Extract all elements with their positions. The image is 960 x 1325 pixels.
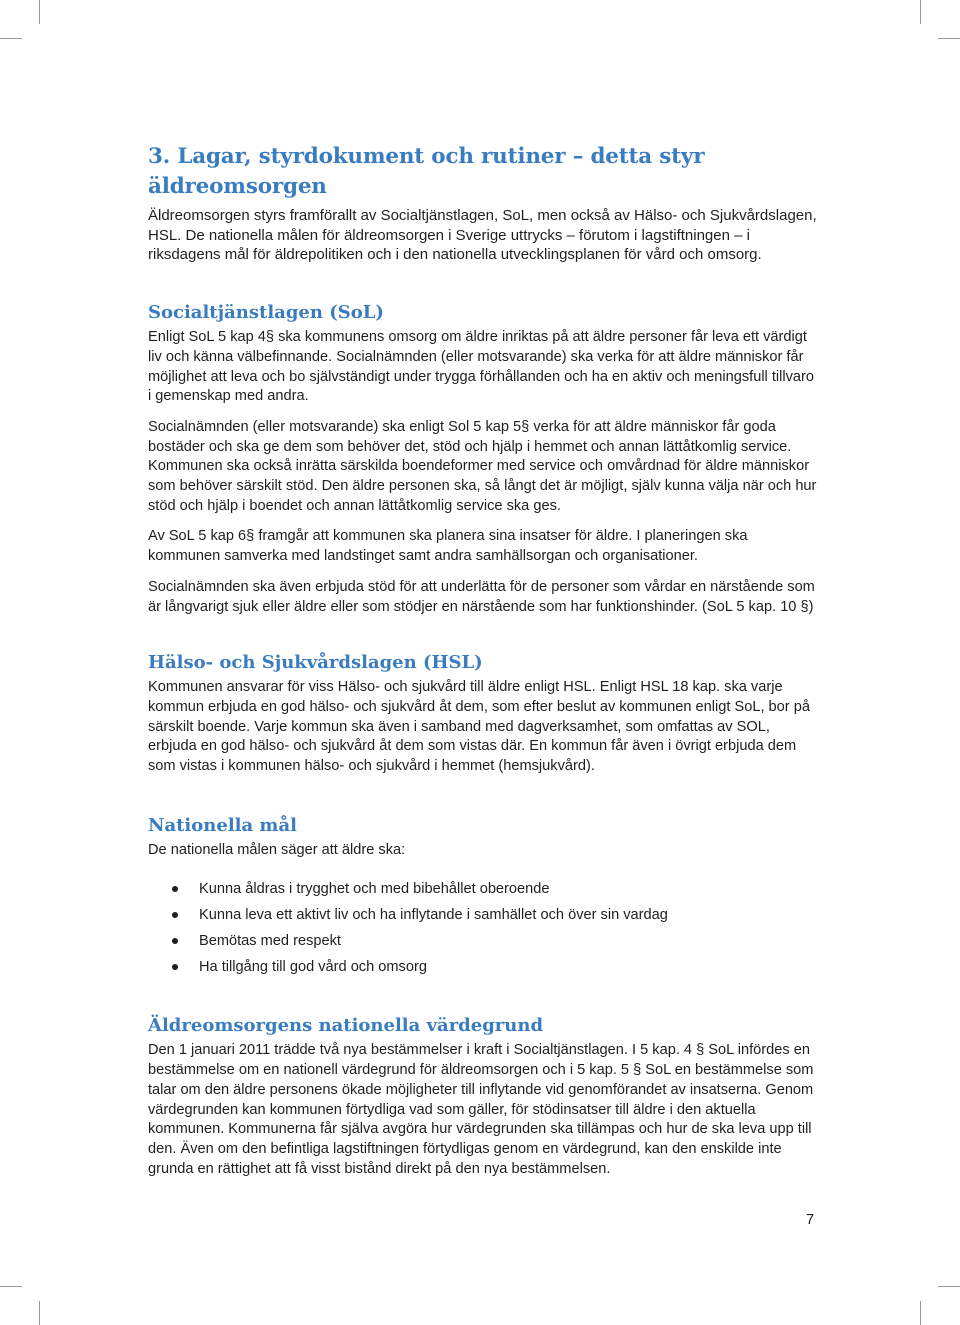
page-content [148, 142, 818, 1179]
goals-intro: De nationella målen säger att äldre ska: [148, 841, 406, 858]
section-heading-values: Äldreomsorgens nationella värdegrund [148, 1015, 544, 1037]
sol-paragraph-3: Av SoL 5 kap 6§ framgår att kommunen ska planera sina insatser för äldre. I planeringen ska kommunen samverka med landstinget samt andra samhällsorgan och organisationer. [148, 528, 748, 565]
crop-mark-top-left-h [0, 38, 22, 39]
intro-paragraph: Äldreomsorgen styrs framförallt av Socialtjänstlagen, SoL, men också av Hälso- och Sjukvårdslagen, HSL. De nationella målen för äldreomsorgen i Sverige uttrycks – förutom i lagstiftningen – i riksdagens mål för äldrepolitiken och i den nationella utvecklingsplanen för vård och omsorg. [148, 207, 817, 264]
section-heading-goals: Nationella mål [148, 814, 297, 836]
section-heading-hsl: Hälso- och Sjukvårdslagen (HSL) [148, 652, 483, 674]
section-national-goals [148, 814, 818, 981]
crop-mark-top-left [39, 0, 40, 24]
section-sol [148, 301, 818, 617]
list-item: Bemötas med respekt [148, 928, 818, 954]
sol-paragraph-1: Enligt SoL 5 kap 4§ ska kommunens omsorg om äldre inriktas på att äldre personer får leva ett värdigt liv och känna välbefinnande. Socialnämnden (eller motsvarande) ska verka för att äldre människor får möjlighet att leva och bo självständigt under trygga förhållanden och ha en aktiv och meningsfull tillvaro i gemenskap med andra. [148, 329, 815, 405]
crop-mark-bottom-right [920, 1301, 921, 1325]
crop-mark-top-right-h [938, 38, 960, 39]
list-item: Kunna åldras i trygghet och med bibehållet oberoende [148, 876, 818, 902]
page-number: 7 [806, 1212, 815, 1228]
section-heading-sol: Socialtjänstlagen (SoL) [148, 302, 384, 324]
crop-mark-bottom-left-h [0, 1286, 22, 1287]
list-item: Kunna leva ett aktivt liv och ha inflytande i samhället och över sin vardag [148, 902, 818, 928]
page-title: 3. Lagar, styrdokument och rutiner – detta styr äldreomsorgen [148, 144, 705, 199]
section-values [148, 1014, 818, 1179]
goals-list [148, 876, 818, 980]
crop-mark-top-right [920, 0, 921, 24]
section-hsl [148, 651, 818, 777]
crop-mark-bottom-left [39, 1301, 40, 1325]
list-item: Ha tillgång till god vård och omsorg [148, 954, 818, 980]
values-paragraph: Den 1 januari 2011 trädde två nya bestämmelser i kraft i Socialtjänstlagen. I 5 kap. 4 § SoL infördes en bestämmelse om en nationell värdegrund för äldreomsorgen och i 5 kap. 5 § SoL en bestämmelse som talar om den äldre personens ökade möjligheter till inflytande vid genomförandet av insatserna. Genom värdegrunden kan kommunen förtydliga vad som gäller, för stödinsatser till äldre i den aktuella kommunen. Kommunerna får själva avgöra hur värdegrunden ska tillämpas och hur de ska leva upp till den. Även om den befintliga lagstiftningen förtydligas genom en värdegrund, kan den enskilde inte grunda en rättighet att få visst bistånd direkt på den nya bestämmelsen. [148, 1042, 814, 1177]
sol-paragraph-2: Socialnämnden (eller motsvarande) ska enligt Sol 5 kap 5§ verka för att äldre människor får goda bostäder och ska ge dem som behöver det, stöd och hjälp i hemmet och annan lättåtkomlig service. Kommunen ska också inrätta särskilda boendeformer med service och omvårdnad för äldre människor som behöver särskilt stöd. Den äldre personen ska, så långt det är möjligt, själv kunna välja när och hur stöd och hjälp i boendet och annan lättåtkomlig service ska ges. [148, 418, 817, 514]
crop-mark-bottom-right-h [938, 1286, 960, 1287]
sol-paragraph-4: Socialnämnden ska även erbjuda stöd för att underlätta för de personer som vårdar en närstående som är långvarigt sjuk eller äldre eller som stödjer en närstående som har funktionshinder. (SoL 5 kap. 10 §) [148, 578, 815, 615]
hsl-paragraph: Kommunen ansvarar för viss Hälso- och sjukvård till äldre enligt HSL. Enligt HSL 18 kap. ska varje kommun erbjuda en god hälso- och sjukvård åt dem, som efter beslut av kommunen enligt SoL, bor på särskilt boende. Varje kommun ska även i samband med dagverksamhet, som omfattas av SOL, erbjuda en god hälso- och sjukvård åt dem som vistas där. En kommun får även i övrigt erbjuda dem som vistas i kommunen hälso- och sjukvård i hemmet (hemsjukvård). [148, 679, 810, 775]
